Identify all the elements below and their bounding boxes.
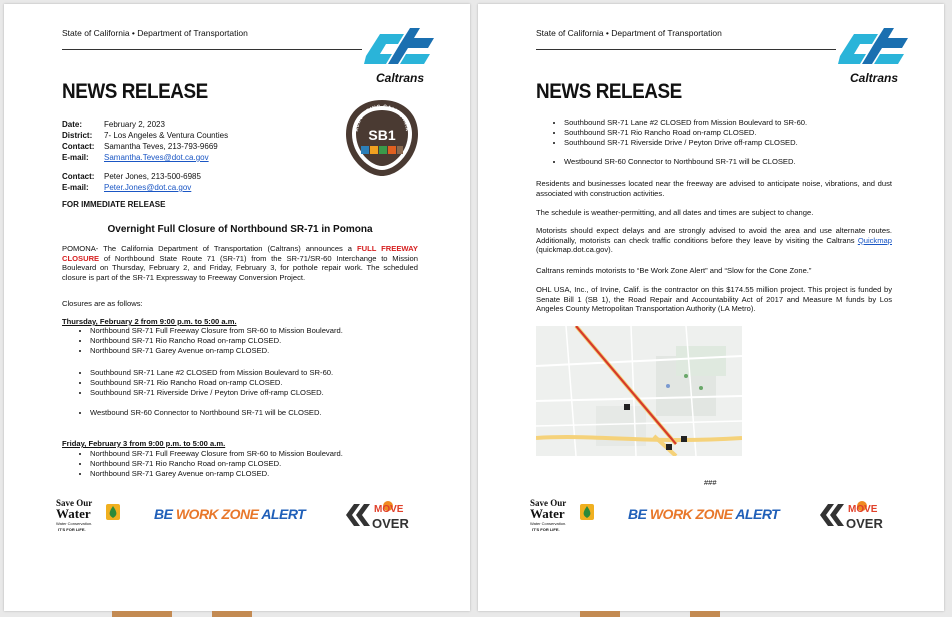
save-our-water-logo-icon bbox=[56, 496, 126, 534]
list-item: • Westbound SR-60 Connector to Northbound SR-71 will be CLOSED. bbox=[564, 157, 796, 167]
list-item: • Westbound SR-60 Connector to Northbound SR-71 will be CLOSED. bbox=[90, 408, 322, 418]
thursday-heading: Thursday, February 2 from 9:00 p.m. to 5:00 a.m. bbox=[62, 317, 237, 326]
be-work-zone-alert-logo: BE WORK ZONE ALERT bbox=[154, 506, 306, 522]
page2-list-1 bbox=[536, 118, 807, 147]
caltrans-logo-icon bbox=[360, 26, 438, 86]
document-page-1 bbox=[4, 4, 470, 611]
page-title: NEWS RELEASE bbox=[536, 80, 682, 103]
email-link-1[interactable]: Samantha.Teves@dot.ca.gov bbox=[104, 153, 209, 162]
list-item: • Southbound SR-71 Rio Rancho Road on-ramp CLOSED. bbox=[90, 378, 333, 388]
paragraph-motorists: Motorists should expect delays and are strongly advised to avoid the area and use alternate routes. Additionally, motorists can check traffic conditions before they leave by visiting the Caltrans Quickmap (quickmap.dot.ca.gov). bbox=[536, 226, 892, 255]
taskbar-strip bbox=[112, 611, 172, 617]
footer-logos bbox=[530, 494, 900, 534]
svg-text:Save Our: Save Our bbox=[56, 498, 93, 508]
sb1-label: SB1 bbox=[368, 127, 396, 143]
paragraph-contractor: OHL USA, Inc., of Irvine, Calif. is the contractor on this $174.55 million project. This project is funded by Senate Bill 1 (SB 1), the Road Repair and Accountability Act of 2017 and Measure M funds by Los Angeles County Metropolitan Transportation Authority (LA Metro). bbox=[536, 285, 892, 314]
footer-logos bbox=[56, 494, 426, 534]
move-over-logo-icon bbox=[818, 498, 894, 532]
list-item: • Southbound SR-71 Riverside Drive / Peyton Drive off-ramp CLOSED. bbox=[564, 138, 807, 148]
svg-text:Water Conservation.: Water Conservation. bbox=[530, 521, 567, 526]
date-line: Date: February 2, 2023 bbox=[62, 120, 165, 129]
sb1-badge-icon bbox=[342, 98, 422, 178]
sb1-arc-text: REBUILDING CALIFORNIA bbox=[353, 103, 411, 132]
header-rule bbox=[62, 49, 362, 50]
closures-intro: Closures are as follows: bbox=[62, 299, 143, 308]
list-item: • Northbound SR-71 Garey Avenue on-ramp CLOSED. bbox=[90, 346, 343, 356]
svg-text:MOVE: MOVE bbox=[848, 504, 878, 515]
caltrans-wordmark: Caltrans bbox=[849, 71, 899, 85]
svg-text:OVER: OVER bbox=[372, 516, 409, 531]
move-over-logo-icon bbox=[344, 498, 420, 532]
thursday-list-2 bbox=[62, 368, 333, 397]
caltrans-wordmark: Caltrans bbox=[375, 71, 425, 85]
paragraph-schedule: The schedule is weather-permitting, and all dates and times are subject to change. bbox=[536, 208, 814, 217]
be-work-zone-alert-logo: BE WORK ZONE ALERT bbox=[628, 506, 780, 522]
thursday-list-1 bbox=[62, 326, 343, 355]
list-item: • Southbound SR-71 Riverside Drive / Peyton Drive off-ramp CLOSED. bbox=[90, 388, 333, 398]
svg-text:IT'S FOR LIFE.: IT'S FOR LIFE. bbox=[58, 527, 86, 532]
district-line: District: 7- Los Angeles & Ventura Counties bbox=[62, 131, 229, 140]
contact-line-2: Contact: Peter Jones, 213-500-6985 bbox=[62, 172, 201, 181]
svg-text:OVER: OVER bbox=[846, 516, 883, 531]
svg-text:MOVE: MOVE bbox=[374, 504, 404, 515]
friday-heading: Friday, February 3 from 9:00 p.m. to 5:00 a.m. bbox=[62, 439, 226, 448]
list-item: • Northbound SR-71 Full Freeway Closure from SR-60 to Mission Boulevard. bbox=[90, 449, 343, 459]
agency-header: State of California • Department of Transportation bbox=[62, 28, 248, 38]
list-item: • Northbound SR-71 Rio Rancho Road on-ramp CLOSED. bbox=[90, 459, 343, 469]
email-link-2[interactable]: Peter.Jones@dot.ca.gov bbox=[104, 183, 192, 192]
email-line-1: E-mail: Samantha.Teves@dot.ca.gov bbox=[62, 153, 209, 162]
closure-map-image bbox=[536, 326, 742, 456]
list-item: • Southbound SR-71 Lane #2 CLOSED from Mission Boulevard to SR-60. bbox=[90, 368, 333, 378]
page-title: NEWS RELEASE bbox=[62, 80, 208, 103]
svg-text:Water Conservation.: Water Conservation. bbox=[56, 521, 93, 526]
quickmap-link[interactable]: Quickmap bbox=[857, 235, 892, 245]
header-rule bbox=[536, 49, 836, 50]
list-item: • Northbound SR-71 Garey Avenue on-ramp CLOSED. bbox=[90, 469, 343, 479]
taskbar-strip bbox=[690, 611, 720, 617]
document-page-2 bbox=[478, 4, 944, 611]
list-item: • Southbound SR-71 Rio Rancho Road on-ramp CLOSED. bbox=[564, 128, 807, 138]
list-item: • Southbound SR-71 Lane #2 CLOSED from Mission Boulevard to SR-60. bbox=[564, 118, 807, 128]
svg-text:Save Our: Save Our bbox=[530, 498, 567, 508]
release-type: FOR IMMEDIATE RELEASE bbox=[62, 200, 166, 209]
contact-line-1: Contact: Samantha Teves, 213-793-9669 bbox=[62, 142, 218, 151]
svg-text:IT'S FOR LIFE.: IT'S FOR LIFE. bbox=[532, 527, 560, 532]
agency-header: State of California • Department of Transportation bbox=[536, 28, 722, 38]
end-marker: ### bbox=[704, 478, 717, 487]
list-item: • Northbound SR-71 Rio Rancho Road on-ramp CLOSED. bbox=[90, 336, 343, 346]
save-our-water-logo-icon bbox=[530, 496, 600, 534]
list-item: • Northbound SR-71 Full Freeway Closure from SR-60 to Mission Boulevard. bbox=[90, 326, 343, 336]
taskbar-strip bbox=[580, 611, 620, 617]
intro-paragraph: POMONA- The California Department of Transportation (Caltrans) announces a FULL FREEWAY CLOSURE of Northbound State Route 71 (SR-71) from the SR-71/SR-60 Interchange to Mission Boulevard on Thursday, February 2, and Friday, February 3, for pothole repair work. The scheduled closure is part of the SR-71 Expressway to Freeway Conversion Project. bbox=[62, 244, 418, 282]
caltrans-logo-icon bbox=[834, 26, 912, 86]
email-line-2: E-mail: Peter.Jones@dot.ca.gov bbox=[62, 183, 192, 192]
page2-list-2 bbox=[536, 157, 796, 167]
paragraph-reminder: Caltrans reminds motorists to “Be Work Zone Alert” and “Slow for the Cone Zone.” bbox=[536, 266, 812, 275]
thursday-list-3 bbox=[62, 408, 322, 418]
headline: Overnight Full Closure of Northbound SR-71 in Pomona bbox=[107, 224, 373, 235]
friday-list bbox=[62, 449, 343, 478]
paragraph-noise: Residents and businesses located near the freeway are advised to anticipate noise, vibrations, and dust associated with construction activities. bbox=[536, 179, 892, 198]
svg-text:Water: Water bbox=[530, 506, 565, 521]
taskbar-strip bbox=[212, 611, 252, 617]
svg-text:Water: Water bbox=[56, 506, 91, 521]
